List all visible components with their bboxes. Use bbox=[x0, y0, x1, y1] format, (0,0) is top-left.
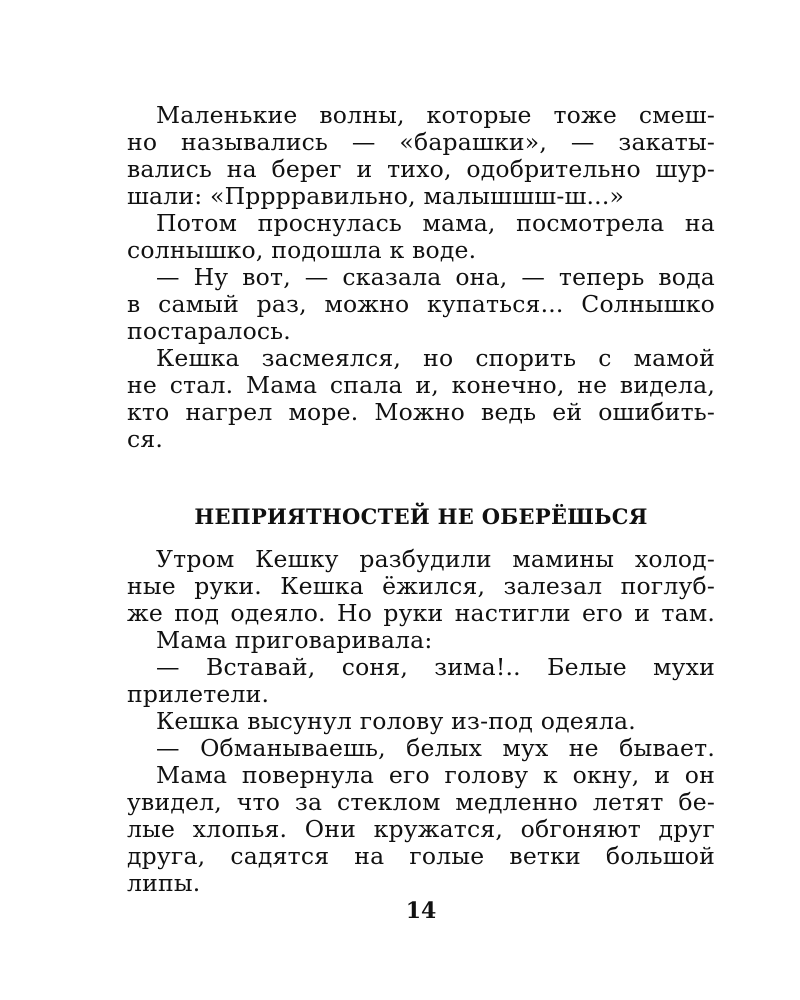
text-line: шали: «Прррравильно, малышшш-ш...» bbox=[127, 182, 625, 210]
text-line: в самый раз, можно купаться... Солнышко bbox=[127, 290, 715, 318]
text-line: Потом проснулась мама, посмотрела на bbox=[156, 209, 715, 237]
text-line: Кешка высунул голову из-под одеяла. bbox=[156, 707, 636, 735]
text-line: ся. bbox=[127, 425, 164, 453]
text-line: не стал. Мама спала и, конечно, не видела, bbox=[127, 371, 715, 399]
text-line: увидел, что за стеклом медленно летят бе- bbox=[127, 788, 715, 816]
text-line: Утром Кешку разбудили мамины холод- bbox=[156, 545, 715, 573]
text-line: постаралось. bbox=[127, 317, 291, 345]
text-line: кто нагрел море. Можно ведь ей ошибить- bbox=[127, 398, 715, 426]
text-line: прилетели. bbox=[127, 680, 270, 708]
text-line: — Обманываешь, белых мух не бывает. bbox=[156, 734, 715, 762]
text-line: — Ну вот, — сказала она, — теперь вода bbox=[156, 263, 715, 291]
text-line: но назывались — «барашки», — закаты- bbox=[127, 128, 715, 156]
text-line: Кешка засмеялся, но спорить с мамой bbox=[156, 344, 715, 372]
text-line: Маленькие волны, которые тоже смеш- bbox=[156, 101, 715, 129]
text-line: Мама повернула его голову к окну, и он bbox=[156, 761, 715, 789]
page-number: 14 bbox=[405, 898, 437, 924]
chapter-heading: НЕПРИЯТНОСТЕЙ НЕ ОБЕРЁШЬСЯ bbox=[194, 504, 648, 529]
text-line: друга, садятся на голые ветки большой bbox=[127, 842, 715, 870]
text-line: — Вставай, соня, зима!.. Белые мухи bbox=[156, 653, 715, 681]
text-line: вались на берег и тихо, одобрительно шур- bbox=[127, 155, 715, 183]
text-line: лые хлопья. Они кружатся, обгоняют друг bbox=[127, 815, 715, 843]
text-line: же под одеяло. Но руки настигли его и там. bbox=[127, 599, 715, 627]
text-line: Мама приговаривала: bbox=[156, 626, 433, 654]
text-line: липы. bbox=[127, 869, 201, 897]
text-line: солнышко, подошла к воде. bbox=[127, 236, 477, 264]
text-line: ные руки. Кешка ёжился, залезал поглуб- bbox=[127, 572, 715, 600]
